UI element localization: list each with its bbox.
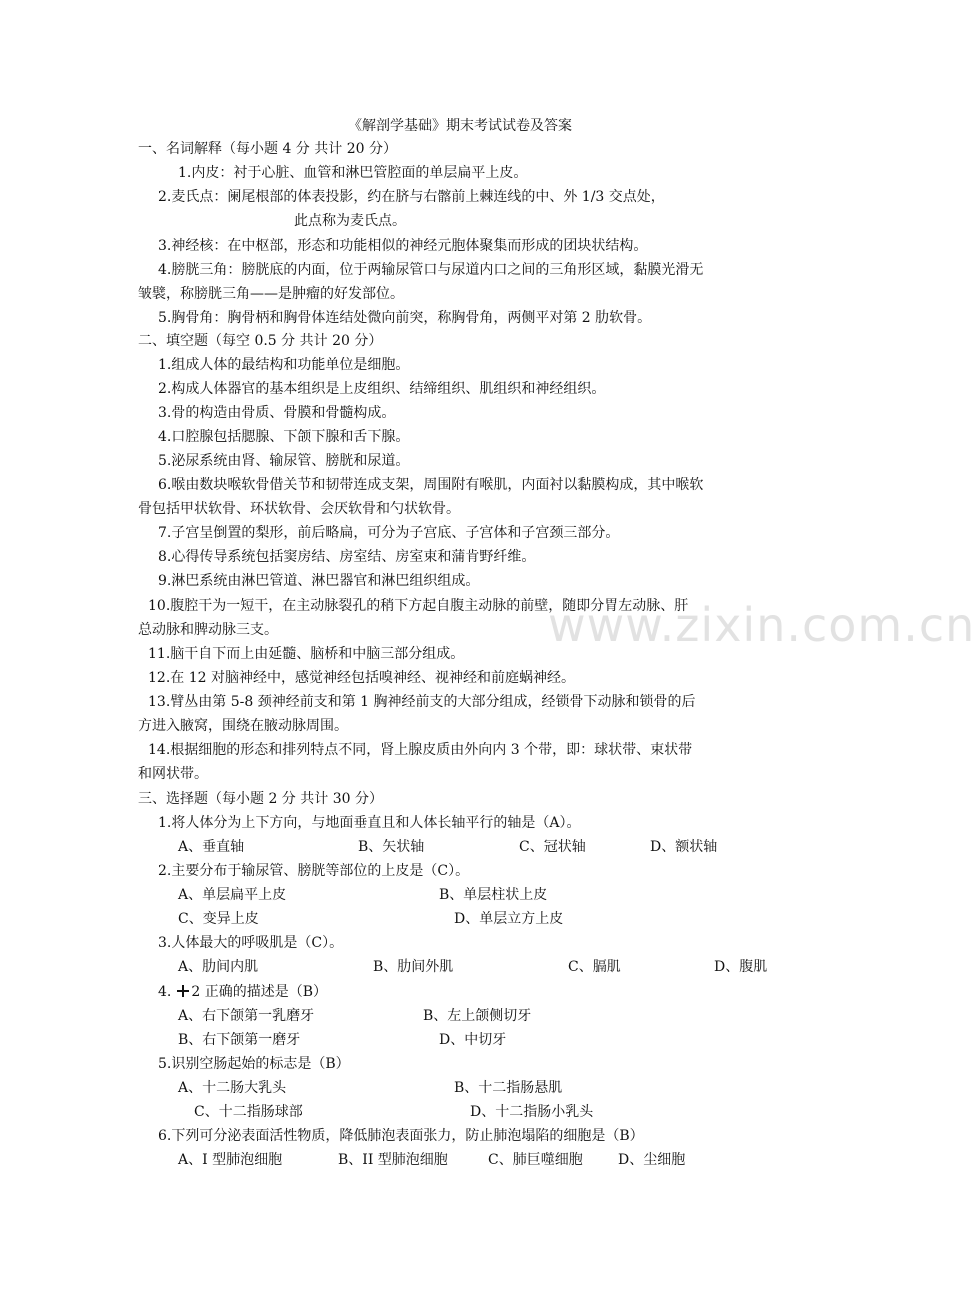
option: B、矢状轴 — [358, 839, 425, 855]
option: C、十二指肠球部 — [194, 1104, 303, 1120]
question-stem: 3.人体最大的呼吸肌是（C）。 — [158, 935, 344, 951]
section-heading: 二、填空题（每空 0.5 分 共计 20 分） — [138, 333, 383, 349]
fill-item: 4.口腔腺包括腮腺、下颌下腺和舌下腺。 — [158, 429, 410, 445]
question-text: 2 正确的描述是（B） — [191, 984, 328, 1000]
option: A、肋间内肌 — [178, 959, 259, 975]
option: A、十二肠大乳头 — [178, 1080, 287, 1096]
option: D、十二指肠小乳头 — [470, 1104, 594, 1120]
option: B、II 型肺泡细胞 — [338, 1152, 448, 1168]
option: A、右下颌第一乳磨牙 — [178, 1008, 315, 1024]
fill-item: 7.子宫呈倒置的梨形，前后略扁，可分为子宫底、子宫体和子宫颈三部分。 — [158, 525, 620, 541]
fill-item: 10.腹腔干为一短干，在主动脉裂孔的稍下方起自腹主动脉的前壁，随即分胃左动脉、肝 — [148, 598, 689, 614]
fill-item: 骨包括甲状软骨、环状软骨、会厌软骨和勺状软骨。 — [138, 501, 460, 517]
option: C、膈肌 — [568, 959, 621, 975]
fill-item: 方进入腋窝，围绕在腋动脉周围。 — [138, 718, 348, 734]
definition-item: 2.麦氏点：阑尾根部的体表投影，约在脐与右髂前上棘连线的中、外 1/3 交点处， — [158, 189, 665, 205]
question-stem: 2.主要分布于输尿管、膀胱等部位的上皮是（C）。 — [158, 863, 470, 879]
fill-item: 和网状带。 — [138, 766, 208, 782]
option: A、单层扁平上皮 — [178, 887, 287, 903]
option: D、额状轴 — [650, 839, 718, 855]
section-heading: 三、选择题（每小题 2 分 共计 30 分） — [138, 791, 383, 807]
option: C、冠状轴 — [519, 839, 586, 855]
question-stem: 1.将人体分为上下方向，与地面垂直且和人体长轴平行的轴是（A）。 — [158, 815, 581, 831]
fill-item: 8.心得传导系统包括窦房结、房室结、房室束和蒲肯野纤维。 — [158, 549, 536, 565]
definition-item: 皱襞，称膀胱三角——是肿瘤的好发部位。 — [138, 286, 404, 302]
option: D、尘细胞 — [618, 1152, 686, 1168]
fill-item: 总动脉和脾动脉三支。 — [138, 622, 278, 638]
tooth-notation-icon — [177, 985, 189, 997]
fill-item: 6.喉由数块喉软骨借关节和韧带连成支架，周围附有喉肌，内面衬以黏膜构成，其中喉软 — [158, 477, 704, 493]
fill-item: 2.构成人体器官的基本组织是上皮组织、结缔组织、肌组织和神经组织。 — [158, 381, 606, 397]
option: B、十二指肠悬肌 — [454, 1080, 563, 1096]
option: B、左上颌侧切牙 — [423, 1008, 532, 1024]
option: B、单层柱状上皮 — [439, 887, 548, 903]
definition-item: 5.胸骨角：胸骨柄和胸骨体连结处微向前突，称胸骨角，两侧平对第 2 肋软骨。 — [158, 310, 652, 326]
definition-item: 此点称为麦氏点。 — [294, 213, 406, 229]
option: B、右下颌第一磨牙 — [178, 1032, 301, 1048]
question-number: 4. — [158, 984, 172, 1000]
fill-item: 13.臂丛由第 5-8 颈神经前支和第 1 胸神经前支的大部分组成，经锁骨下动脉和锁骨的后 — [148, 694, 696, 710]
option: C、变异上皮 — [178, 911, 259, 927]
fill-item: 3.骨的构造由骨质、骨膜和骨髓构成。 — [158, 405, 396, 421]
fill-item: 1.组成人体的最结构和功能单位是细胞。 — [158, 357, 410, 373]
option: D、中切牙 — [439, 1032, 507, 1048]
section-heading: 一、名词解释（每小题 4 分 共计 20 分） — [138, 141, 397, 157]
fill-item: 11.脑干自下而上由延髓、脑桥和中脑三部分组成。 — [148, 646, 465, 662]
question-stem: 6.下列可分泌表面活性物质，降低肺泡表面张力，防止肺泡塌陷的细胞是（B） — [158, 1128, 644, 1144]
option: D、腹肌 — [714, 959, 768, 975]
fill-item: 5.泌尿系统由肾、输尿管、膀胱和尿道。 — [158, 453, 410, 469]
question-stem: 5.识别空肠起始的标志是（B） — [158, 1056, 350, 1072]
option: D、单层立方上皮 — [454, 911, 564, 927]
question-stem — [158, 982, 327, 1002]
definition-item: 1.内皮：衬于心脏、血管和淋巴管腔面的单层扁平上皮。 — [178, 165, 528, 181]
fill-item: 12.在 12 对脑神经中，感觉神经包括嗅神经、视神经和前庭蜗神经。 — [148, 670, 575, 686]
watermark: www.zixin.com.cn — [548, 598, 975, 652]
option: C、肺巨噬细胞 — [488, 1152, 583, 1168]
option: B、肋间外肌 — [373, 959, 454, 975]
definition-item: 4.膀胱三角：膀胱底的内面，位于两输尿管口与尿道内口之间的三角形区域，黏膜光滑无 — [158, 262, 704, 278]
fill-item: 9.淋巴系统由淋巴管道、淋巴器官和淋巴组织组成。 — [158, 573, 480, 589]
fill-item: 14.根据细胞的形态和排列特点不同，肾上腺皮质由外向内 3 个带，即：球状带、束状带 — [148, 742, 693, 758]
option: A、I 型肺泡细胞 — [178, 1152, 283, 1168]
option: A、垂直轴 — [178, 839, 245, 855]
definition-item: 3.神经核：在中枢部，形态和功能相似的神经元胞体聚集而形成的团块状结构。 — [158, 238, 648, 254]
document-title: 《解剖学基础》期末考试试卷及答案 — [348, 118, 572, 134]
